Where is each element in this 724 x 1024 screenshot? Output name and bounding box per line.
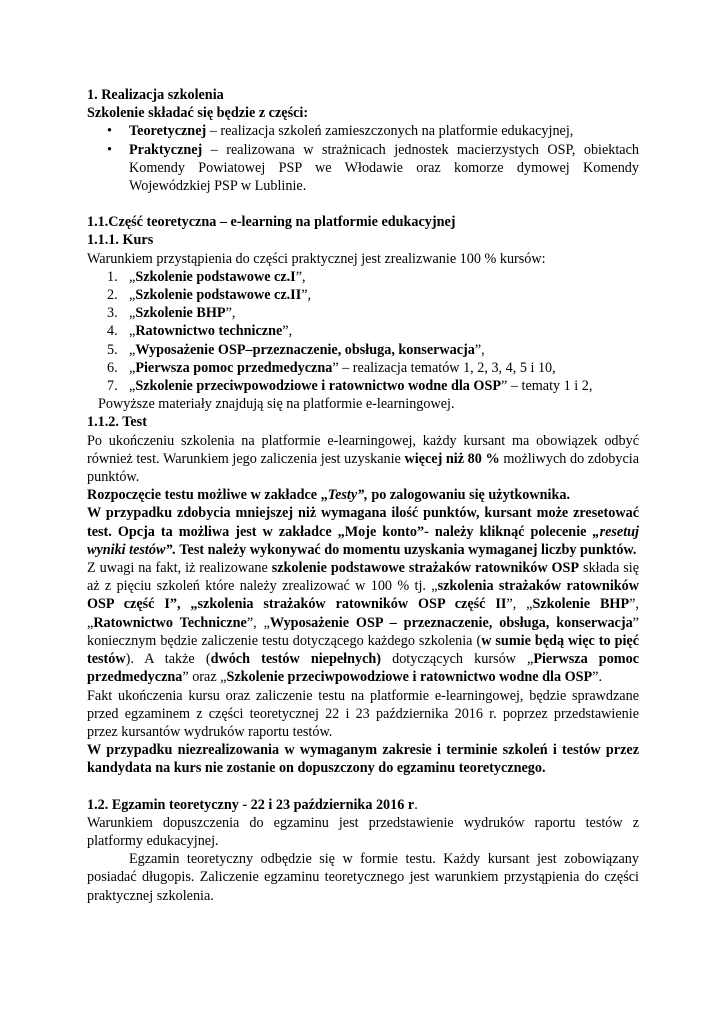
text-run: Ratownictwo Techniczne bbox=[93, 614, 247, 631]
section-1-intro: Szkolenie składać się będzie z części: bbox=[87, 105, 309, 122]
list-item: 4. „Ratownictwo techniczne”, bbox=[107, 323, 293, 340]
test-paragraph-4 bbox=[87, 559, 639, 686]
test-paragraph-5: Fakt ukończenia kursu oraz zaliczenie testu na platformie e-learningowej, będzie sprawdzane przed egzaminem z części teoretycznej 22 i 23 października 2016 r. poprzez przedstawienie przez kursantów wydruków raportu testów. bbox=[87, 687, 639, 740]
exam-paragraph-1: Warunkiem dopuszczenia do egzaminu jest przedstawienie wydruków raportu testów z platformy edukacyjnej. bbox=[87, 814, 639, 849]
test-paragraph-2: Rozpoczęcie testu możliwe w zakładce „Testy”, po zalogowaniu się użytkownika. bbox=[87, 487, 570, 504]
section-1-1-1-heading: 1.1.1. Kurs bbox=[87, 232, 154, 249]
course-condition: Warunkiem przystąpienia do części praktycznej jest zrealizwanie 100 % kursów: bbox=[87, 250, 546, 267]
list-item: 7. „Szkolenie przeciwpowodziowe i ratownictwo wodne dla OSP” – tematy 1 i 2, bbox=[107, 378, 593, 395]
test-paragraph-1: Po ukończeniu szkolenia na platformie e-learningowej, każdy kursant ma obowiązek odbyć również test. Warunkiem jego zaliczenia jest uzyskanie więcej niż 80 % możliwych do zdobycia punktów. bbox=[87, 432, 640, 486]
text-run: ”, „ bbox=[506, 596, 533, 613]
text-run: Pierwsza pomoc przedmedyczna bbox=[87, 651, 639, 686]
course-list bbox=[87, 268, 639, 395]
text-run: Z uwagi na fakt, iż realizowane bbox=[87, 560, 272, 577]
bullet-item: • Teoretycznej – realizacja szkoleń zamieszczonych na platformie edukacyjnej, bbox=[107, 123, 574, 140]
exam-paragraph-2: Egzamin teoretyczny odbędzie się w formie testu. Każdy kursant jest zobowiązany posiadać długopis. Zaliczenie egzaminu teoretycznego jest warunkiem przystąpienia do części praktycznej szkolenia. bbox=[87, 851, 639, 904]
section-1-1-heading: 1.1.Część teoretyczna – e-learning na platformie edukacyjnej bbox=[87, 214, 456, 231]
text-run: szkolenia strażaków ratowników OSP część II bbox=[197, 596, 507, 613]
text-run: Szkolenie przeciwpowodziowe i ratownictwo wodne dla OSP bbox=[226, 669, 593, 686]
text-run: dotyczących kursów „ bbox=[381, 651, 534, 668]
materials-note: Powyższe materiały znajdują się na platformie e-learningowej. bbox=[98, 396, 455, 413]
list-item: 3. „Szkolenie BHP”, bbox=[107, 305, 236, 322]
text-run: szkolenia strażaków ratowników OSP część I”, „ bbox=[87, 578, 639, 613]
bullet-item: • Praktycznej – realizowana w strażnicach jednostek macierzystych OSP, obiektach Komendy Powiatowej PSP we Włodawie oraz komorze dymowej Komendy Wojewódzkiej PSP w Lublinie. bbox=[107, 141, 639, 195]
text-run: ”. bbox=[592, 669, 603, 686]
list-item: 6. „Pierwsza pomoc przedmedyczna” – realizacja tematów 1, 2, 3, 4, 5 i 10, bbox=[107, 359, 556, 376]
section-1-heading: 1. Realizacja szkolenia bbox=[87, 87, 224, 103]
text-run: ). A także ( bbox=[125, 651, 211, 668]
text-run: ” oraz „ bbox=[182, 669, 227, 686]
text-run: w sumie będą więc to pięć testów bbox=[87, 632, 639, 668]
text-run: ” koniecznym będzie zaliczenie testu dotyczącego każdego szkolenia ( bbox=[87, 614, 639, 649]
list-item: 2. „Szkolenie podstawowe cz.II”, bbox=[107, 287, 312, 304]
section-1-1-2-heading: 1.1.2. Test bbox=[87, 414, 147, 431]
text-run: Szkolenie BHP bbox=[532, 596, 630, 613]
test-paragraph-3: W przypadku zdobycia mniejszej niż wymagana ilość punktów, kursant może zresetować test. Opcja ta możliwa jest w zakładce „Moje konto”- należy kliknąć polecenie „resetuj wyniki testów”. Test należy wykonywać do momentu uzyskania wymaganej liczby punktów. bbox=[87, 505, 639, 558]
text-run: szkolenie podstawowe strażaków ratowników OSP bbox=[271, 560, 580, 577]
list-item: 5. „Wyposażenie OSP–przeznaczenie, obsługa, konserwacja”, bbox=[107, 341, 485, 358]
bullet-icon: • bbox=[107, 141, 112, 158]
section-1-2-heading: 1.2. Egzamin teoretyczny - 22 i 23 października 2016 r. bbox=[87, 796, 418, 813]
test-paragraph-6: W przypadku niezrealizowania w wymaganym zakresie i terminie szkoleń i testów przez kandydata na kurs nie zostanie on dopuszczony do egzaminu teoretycznego. bbox=[87, 742, 639, 777]
bullet-icon: • bbox=[107, 123, 112, 140]
text-run: ”, „ bbox=[87, 596, 639, 631]
text-run: składa się aż z pięciu szkoleń które należy zrealizować w 100 % tj. „ bbox=[87, 560, 639, 595]
text-run: dwóch testów niepełnych) bbox=[210, 651, 381, 668]
document-page bbox=[87, 86, 639, 905]
text-run: ”, „ bbox=[246, 614, 270, 631]
list-item: 1. „Szkolenie podstawowe cz.I”, bbox=[107, 268, 306, 285]
text-run: Wyposażenie OSP – przeznaczenie, obsługa, konserwacja bbox=[269, 614, 633, 631]
